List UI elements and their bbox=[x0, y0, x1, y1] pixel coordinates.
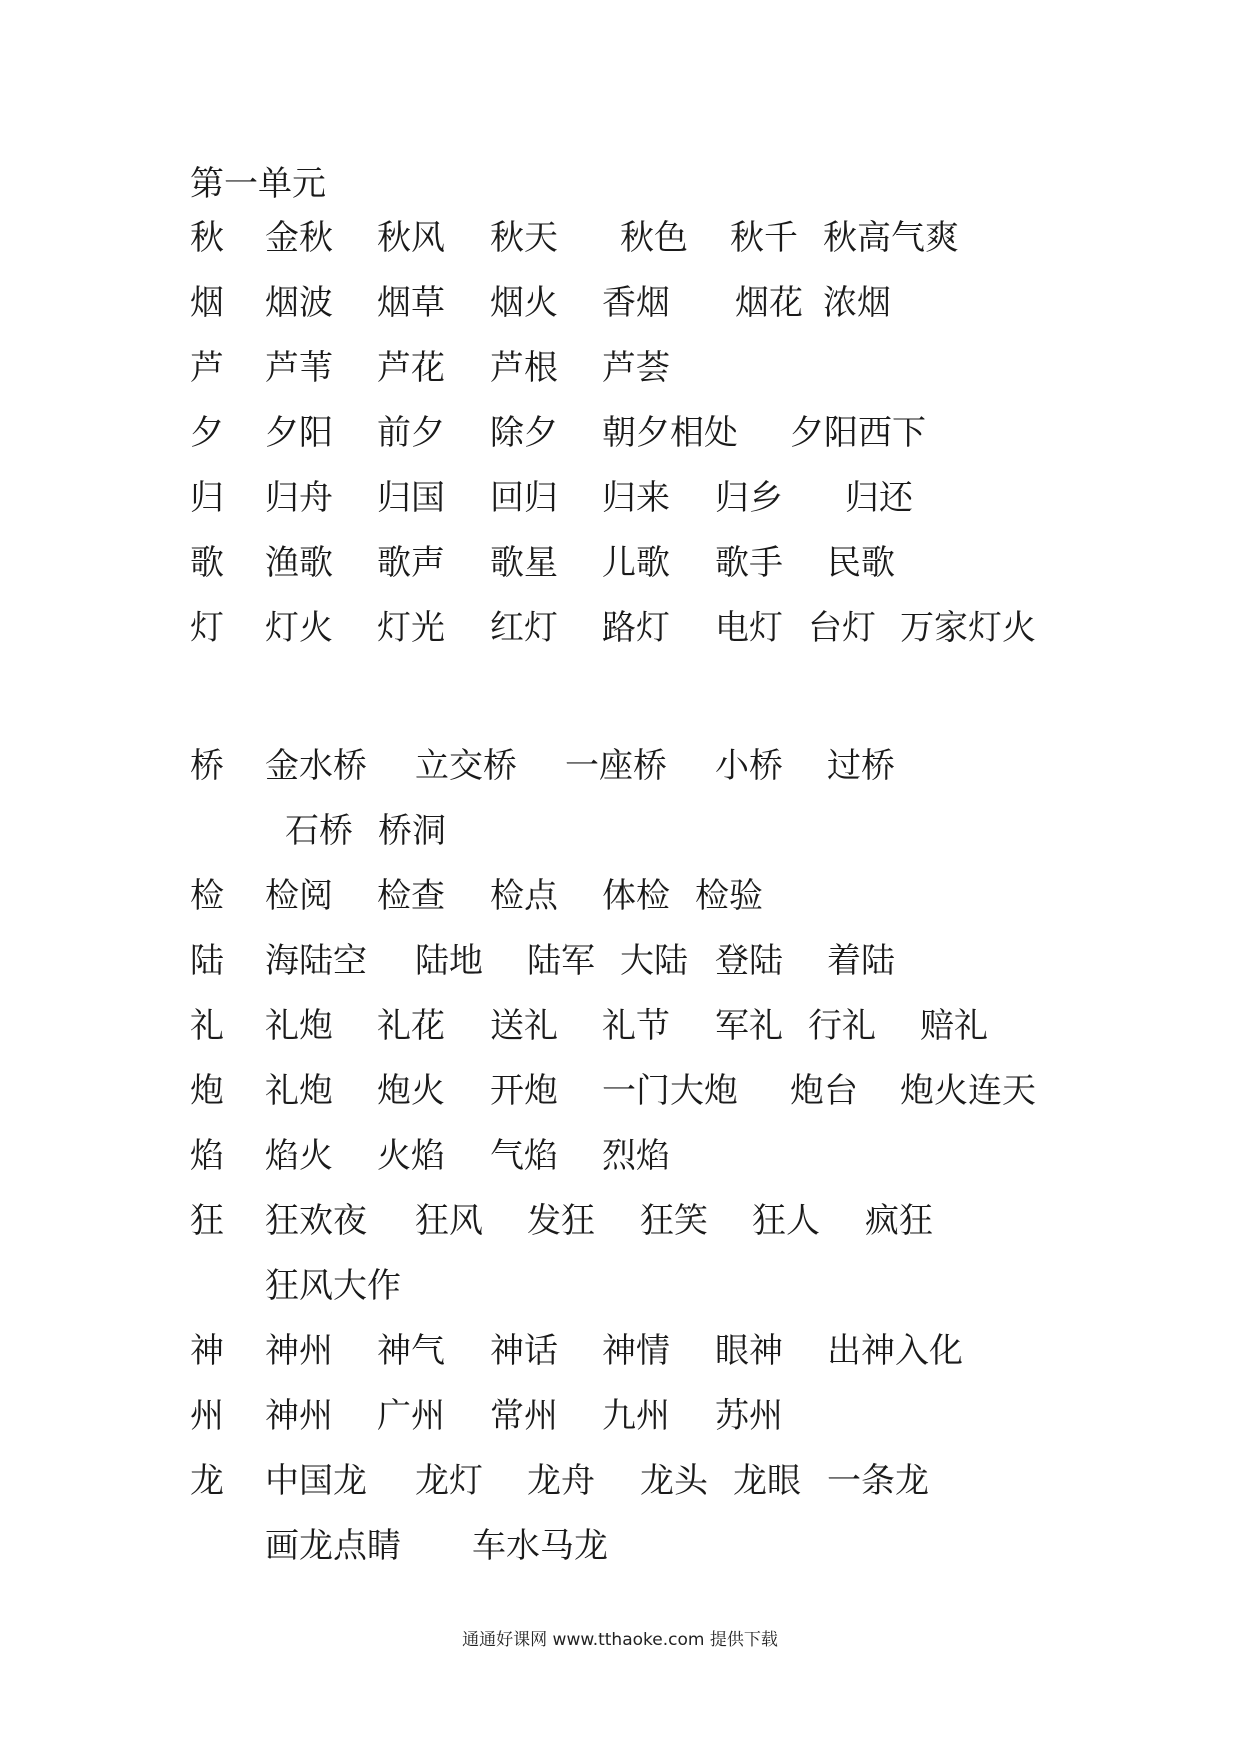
word: 出神入化 bbox=[827, 1331, 963, 1371]
word: 常州 bbox=[490, 1396, 558, 1436]
entry-row-shen bbox=[190, 1325, 1150, 1377]
word: 神气 bbox=[377, 1331, 445, 1371]
entry-row-long bbox=[190, 1455, 1150, 1507]
word: 车水马龙 bbox=[472, 1526, 608, 1566]
word: 军礼 bbox=[715, 1006, 783, 1046]
word: 芦苇 bbox=[265, 348, 333, 388]
word: 电灯 bbox=[715, 608, 783, 648]
entry-row-pao bbox=[190, 1065, 1150, 1117]
entry-character: 龙 bbox=[190, 1461, 224, 1501]
word: 九州 bbox=[602, 1396, 670, 1436]
entry-row-zhou bbox=[190, 1390, 1150, 1442]
unit-title: 第一单元 bbox=[190, 164, 326, 204]
entry-row-yan bbox=[190, 277, 1150, 329]
word: 烟草 bbox=[377, 283, 445, 323]
entry-character: 检 bbox=[190, 876, 224, 916]
word: 过桥 bbox=[827, 746, 895, 786]
word: 灯火 bbox=[265, 608, 333, 648]
word: 龙灯 bbox=[415, 1461, 483, 1501]
word: 陆军 bbox=[527, 941, 595, 981]
word: 陆地 bbox=[415, 941, 483, 981]
word: 一门大炮 bbox=[602, 1071, 738, 1111]
word: 秋天 bbox=[490, 218, 558, 258]
word: 海陆空 bbox=[265, 941, 367, 981]
entry-character: 炮 bbox=[190, 1071, 224, 1111]
word: 桥洞 bbox=[378, 811, 446, 851]
word: 火焰 bbox=[377, 1136, 445, 1176]
word: 香烟 bbox=[602, 283, 670, 323]
word: 礼炮 bbox=[265, 1006, 333, 1046]
word: 神情 bbox=[602, 1331, 670, 1371]
entry-character: 芦 bbox=[190, 348, 224, 388]
word: 归还 bbox=[845, 478, 913, 518]
entry-character: 夕 bbox=[190, 413, 224, 453]
word: 秋高气爽 bbox=[823, 218, 959, 258]
word: 路灯 bbox=[602, 608, 670, 648]
word: 炮火 bbox=[377, 1071, 445, 1111]
word: 眼神 bbox=[715, 1331, 783, 1371]
word: 烟火 bbox=[490, 283, 558, 323]
word: 民歌 bbox=[827, 543, 895, 583]
word: 检查 bbox=[377, 876, 445, 916]
word: 疯狂 bbox=[865, 1201, 933, 1241]
word: 登陆 bbox=[715, 941, 783, 981]
entry-row-gui bbox=[190, 472, 1150, 524]
entry-row-deng bbox=[190, 602, 1150, 654]
word: 秋色 bbox=[620, 218, 688, 258]
entry-character: 桥 bbox=[190, 746, 224, 786]
word: 儿歌 bbox=[602, 543, 670, 583]
word: 夕阳西下 bbox=[790, 413, 926, 453]
entry-character: 州 bbox=[190, 1396, 224, 1436]
entry-row-yan-flame bbox=[190, 1130, 1150, 1182]
entry-character: 烟 bbox=[190, 283, 224, 323]
entry-row-kuang bbox=[190, 1195, 1150, 1247]
entry-character: 狂 bbox=[190, 1201, 224, 1241]
entry-row-xi bbox=[190, 407, 1150, 459]
word: 芦花 bbox=[377, 348, 445, 388]
word: 大陆 bbox=[620, 941, 688, 981]
page-footer: 通通好课网 www.tthaoke.com 提供下载 bbox=[462, 1630, 778, 1650]
word: 龙头 bbox=[640, 1461, 708, 1501]
word: 炮火连天 bbox=[900, 1071, 1036, 1111]
word: 一条龙 bbox=[827, 1461, 929, 1501]
word: 炮台 bbox=[790, 1071, 858, 1111]
entry-row-lu-land bbox=[190, 935, 1150, 987]
word: 除夕 bbox=[490, 413, 558, 453]
word: 行礼 bbox=[808, 1006, 876, 1046]
entry-character: 焰 bbox=[190, 1136, 224, 1176]
word: 狂欢夜 bbox=[265, 1201, 367, 1241]
word: 金秋 bbox=[265, 218, 333, 258]
word: 一座桥 bbox=[565, 746, 667, 786]
word: 归乡 bbox=[715, 478, 783, 518]
word: 中国龙 bbox=[265, 1461, 367, 1501]
word: 烈焰 bbox=[602, 1136, 670, 1176]
word: 渔歌 bbox=[265, 543, 333, 583]
word: 礼炮 bbox=[265, 1071, 333, 1111]
word: 送礼 bbox=[490, 1006, 558, 1046]
word: 金水桥 bbox=[265, 746, 367, 786]
word: 礼节 bbox=[602, 1006, 670, 1046]
word: 归国 bbox=[377, 478, 445, 518]
entry-row-li bbox=[190, 1000, 1150, 1052]
word: 浓烟 bbox=[823, 283, 891, 323]
word: 检点 bbox=[490, 876, 558, 916]
word: 秋风 bbox=[377, 218, 445, 258]
word: 立交桥 bbox=[415, 746, 517, 786]
word: 检阅 bbox=[265, 876, 333, 916]
word: 前夕 bbox=[377, 413, 445, 453]
word: 万家灯火 bbox=[900, 608, 1036, 648]
entry-character: 神 bbox=[190, 1331, 224, 1371]
entry-character: 灯 bbox=[190, 608, 224, 648]
word: 芦荟 bbox=[602, 348, 670, 388]
word: 朝夕相处 bbox=[602, 413, 738, 453]
word: 秋千 bbox=[730, 218, 798, 258]
word: 石桥 bbox=[285, 811, 353, 851]
word: 龙眼 bbox=[733, 1461, 801, 1501]
word: 回归 bbox=[490, 478, 558, 518]
entry-character: 陆 bbox=[190, 941, 224, 981]
word: 狂风大作 bbox=[265, 1266, 401, 1306]
entry-character: 秋 bbox=[190, 218, 224, 258]
word: 歌手 bbox=[715, 543, 783, 583]
entry-character: 歌 bbox=[190, 543, 224, 583]
word: 发狂 bbox=[527, 1201, 595, 1241]
entry-row-qiu bbox=[190, 212, 1150, 264]
word: 礼花 bbox=[377, 1006, 445, 1046]
word: 狂人 bbox=[752, 1201, 820, 1241]
word: 检验 bbox=[695, 876, 763, 916]
word: 狂笑 bbox=[640, 1201, 708, 1241]
word: 焰火 bbox=[265, 1136, 333, 1176]
word: 神话 bbox=[490, 1331, 558, 1371]
word: 龙舟 bbox=[527, 1461, 595, 1501]
word: 狂风 bbox=[415, 1201, 483, 1241]
word: 神州 bbox=[265, 1331, 333, 1371]
entry-row-ge bbox=[190, 537, 1150, 589]
word: 归舟 bbox=[265, 478, 333, 518]
word: 红灯 bbox=[490, 608, 558, 648]
word: 苏州 bbox=[715, 1396, 783, 1436]
word: 歌星 bbox=[490, 543, 558, 583]
word: 烟花 bbox=[735, 283, 803, 323]
entry-character: 归 bbox=[190, 478, 224, 518]
word: 开炮 bbox=[490, 1071, 558, 1111]
entry-row-lu bbox=[190, 342, 1150, 394]
word: 歌声 bbox=[377, 543, 445, 583]
word: 灯光 bbox=[377, 608, 445, 648]
word: 画龙点睛 bbox=[265, 1526, 401, 1566]
word: 烟波 bbox=[265, 283, 333, 323]
word: 夕阳 bbox=[265, 413, 333, 453]
word: 赔礼 bbox=[920, 1006, 988, 1046]
word: 芦根 bbox=[490, 348, 558, 388]
word: 气焰 bbox=[490, 1136, 558, 1176]
word: 归来 bbox=[602, 478, 670, 518]
entry-row-qiao bbox=[190, 740, 1150, 792]
word: 神州 bbox=[265, 1396, 333, 1436]
word: 体检 bbox=[602, 876, 670, 916]
word: 小桥 bbox=[715, 746, 783, 786]
word: 台灯 bbox=[808, 608, 876, 648]
word: 广州 bbox=[377, 1396, 445, 1436]
word: 着陆 bbox=[827, 941, 895, 981]
entry-character: 礼 bbox=[190, 1006, 224, 1046]
entry-row-jian bbox=[190, 870, 1150, 922]
